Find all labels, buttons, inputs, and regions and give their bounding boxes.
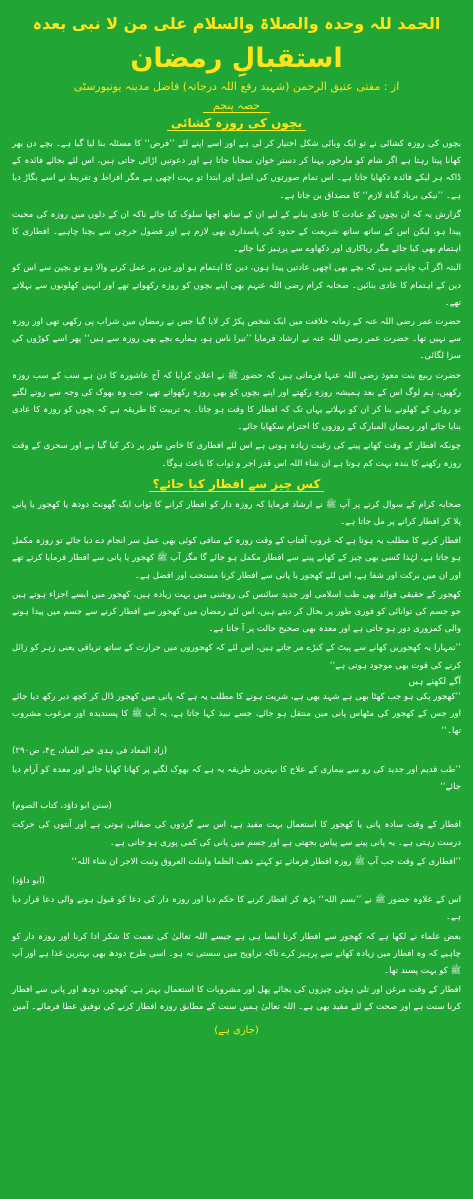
continue-label: (جاری ہے): [214, 1024, 259, 1036]
section-heading-text: بچوں کی روزہ کشائی: [167, 116, 306, 131]
top-heading: الحمد للہ وحدہ والصلاۃ والسلام علی من لا نبی بعدہ: [32, 14, 441, 33]
quote: ’’افطاری کے وقت جب آپ ﷺ روزہ افطار فرماتے تو کہتے ذھب الظما وابتلت العروق وثبت الاجر ان شاء اللہ‘‘: [71, 856, 461, 867]
paragraph: البتہ اگر آپ چاہتے ہیں کہ بچے بھی اچھی عادتیں پیدا ہوں، دین کا اہتمام ہو اور دین پر عمل کرنے والا ہو تو بچپن سے اس کو دین کے اہتمام کا عادی بنائیں۔ صحابہ کرام رضی اللہ عنہم بھی اپنے بچوں کو روزہ رکھواتے تھے اور انہیں کھلونوں سے بہلاتے تھے۔: [12, 263, 461, 308]
paragraph: حضرت عمر رضی اللہ عنہ کے زمانہ خلافت میں ایک شخص پکڑ کر لایا گیا جس نے رمضان میں شراب پی رکھی تھی اور روزہ سے نہیں تھا۔ حضرت عمر رضی اللہ عنہ نے ارشاد فرمایا ’’تیرا ناس ہو، ہمارے بچے بھی روزہ سے ہیں‘‘ پھر اسے کوڑوں کی سزا لگائی۔: [12, 317, 461, 362]
paragraph: افطار کے وقت مرغن اور تلی ہوئی چیزوں کی بجائے پھل اور مشروبات کا استعمال بہتر ہے، کھجور، دودھ اور پانی سے افطار کرنا سنت ہے اور صحت کے لئے مفید بھی ہے۔ اللہ تعالیٰ ہمیں سنت کے مطابق روزہ افطار کرنے کی توفیق عطا فرمائے۔ آمین: [12, 985, 461, 1013]
reference: (ابو داؤد): [12, 875, 45, 886]
paragraph: افطار کرنے کا مطلب یہ ہوتا ہے کہ غروب آفتاب کے وقت روزہ کے منافی کوئی بھی عمل سر انجام دے دیا جائے تو روزہ مکمل ہو جاتا ہے، لہٰذا کسی بھی چیز کے کھانے پینے سے افطار مکمل ہو جائے گا مگر آپ ﷺ کھجور یا پانی سے افطار فرمایا کرتے تھے اور ان میں برکت اور شفا ہے، اس لئے کھجور یا پانی سے افطار کرنا مستحب اور افضل ہے۔: [12, 536, 461, 581]
paragraph: صحابہ کرام کے سوال کرنے پر آپ ﷺ نے ارشاد فرمایا کہ روزہ دار کو افطار کرانے کا ثواب ایک گھونٹ دودھ یا کھجور یا پانی پلا کر افطار کرانے پر مل جاتا ہے۔: [12, 499, 461, 528]
paragraph: کھجور کے حقیقی فوائد بھی طب اسلامی اور جدید سائنس کی روشنی میں بہت زیادہ ہیں، کھجور میں ایسے اجزاء ہوتے ہیں جو جسم کی توانائی کو فوری طور پر بحال کر دیتے ہیں، اس لئے رمضان میں کھجور سے افطار کرنے سے جسم میں پیدا ہونے والی کمزوری دور ہو جاتی ہے اور معدہ بھی صحیح حالت پر آ جاتا ہے۔: [12, 589, 461, 635]
paragraph: بچوں کی روزہ کشائی نے تو ایک وبائی شکل اختیار کر لی ہے اور اسے اپنے لئے ’’فرض‘‘ کا مسئلہ بنا لیا گیا ہے۔ بچے دن بھر کھانا پیتا رہتا ہے اگر شام کو مارخور یہنا کر دستر خوان سجایا جاتا ہے اور دعوتیں اڑائی جاتی ہیں، اس لئے بجائے فائدہ کے ڈاکہ ہر لیکے فائدہ دکھایا جاتا ہے۔ اس تمام صورتوں کی اصل اور ابتدا تو بہت اچھی ہے مگر افراط و تفریط نے اسے بگاڑ دیا ہے۔ ’’نیکی برباد گناہ لازم‘‘ کا مصداق بن جاتا ہے۔: [12, 139, 461, 201]
quote: ’’طب قدیم اور جدید کی رو سے بیماری کے علاج کا بہترین طریقہ یہ ہے کہ بھوک لگنے پر کھانا کھایا جائے اور معدہ کو آرام دیا جائے‘‘: [12, 764, 461, 792]
paragraph: حضرت ربیع بنت معوذ رضی اللہ عنہا فرماتی ہیں کہ حضور ﷺ نے اعلان کرایا کہ آج عاشورہ کا دن ہے سب کے سب روزہ رکھیں، ہم لوگ اس کے بعد ہمیشہ روزہ رکھتے اور اپنے بچوں کو بھی روزہ رکھواتے تھے، جب وہ بھوک کی وجہ سے رونے لگتے تو روئی کے کھلونے بنا کر ان کو بہلاتے یہاں تک کہ افطار کا وقت ہو جاتا۔ یہ تربیت کا طریقہ ہے کہ بچوں کو روزہ کا عادی بنایا جائے اور رمضان المبارک کے روزوں کا احترام سکھایا جائے۔: [12, 370, 461, 433]
reference: (سنن ابو داؤد، کتاب الصوم): [12, 801, 112, 812]
paragraph: افطار کے وقت سادہ پانی یا کھجور کا استعمال بہت مفید ہے، اس سے گردوں کی صفائی ہوتی ہے اور آنتوں کی حرکت درست رہتی ہے۔ یہ پانی پینے سے پیاس بجھتی ہے اور جسم میں پانی کی کمی پوری ہو جاتی ہے۔: [12, 820, 461, 848]
section-heading-text: کس چیز سے افطار کیا جائے؟: [149, 477, 325, 492]
paragraph: گزارش یہ کہ ان بچوں کو عبادت کا عادی بنانے کے لیے ان کے ساتھ اچھا سلوک کیا جائے تاکہ ان کے دلوں میں روزہ کی محبت پیدا ہو، لیکن اس کے ساتھ ساتھ شریعت کے حدود کی پاسداری بھی لازم ہے اور فضول خرچی سے بچنا چاہیے۔ افطاری کا اہتمام بھی کیا جائے مگر ریاکاری اور دکھاوے سے پرہیز کیا جائے۔: [12, 209, 461, 255]
quote: ’’کھجور پکی ہو جب کھٹا بھی ہے شہد بھی ہے، شریت ہونے کا مطلب یہ ہے کہ پانی میں کھجور ڈال کر کچھ دیر رکھ دیا جائے اور جس کے کھجور کی مٹھاس پانی میں منتقل ہو جائے، جسے نبیذ کہا جاتا ہے، یہ آپ ﷺ کا پسندیدہ اور مرغوب مشروب تھا۔‘‘: [12, 691, 461, 737]
main-title: استقبالِ رمضان: [130, 43, 343, 74]
reference: (زاد المعاد فی ہدی خیر العباد، ج۴، ص۲۹۰): [12, 745, 168, 756]
part-label: [12, 99, 461, 112]
section-heading-children-fasting: [12, 116, 461, 130]
quote: ’’تمہارا یہ کھجوریں کھانے سے پیٹ کے کیڑے مر جاتے ہیں، اس لئے کہ کھجوروں میں حرارت کے ساتھ تریاقی یعنی زہر کو زائل کرنے کی قوت بھی موجود ہوتی ہے‘‘: [12, 643, 461, 671]
paragraph: بعض علماء نے لکھا ہے کہ کھجور سے افطار کرنا ایسا ہی ہے جیسے اللہ تعالیٰ کی نعمت کا شکر ادا کرنا اور روزہ دار کو چاہیے کہ وہ افطار میں زیادہ کھانے سے پرہیز کرے تاکہ تراویح میں سستی نہ ہو۔ اسی طرح دودھ بھی بہترین غذا ہے اور آپ ﷺ کو بہت پسند تھا۔: [12, 931, 461, 976]
section-heading-iftar-food: [12, 477, 461, 491]
part-label-text: حصہ پنجم: [203, 99, 270, 113]
sub-label: آگے لکھتے ہیں: [408, 676, 461, 687]
paragraph: اس کے علاوہ حضور ﷺ نے ’’بسم اللہ‘‘ پڑھ کر افطار کرنے کا حکم دیا اور روزہ دار کی دعا کو قبول ہونے والی دعا قرار دیا ہے۔: [12, 895, 461, 923]
paragraph: چونکہ افطار کے وقت کھانے پینے کی رغبت زیادہ ہوتی ہے اس لئے افطاری کا خاص طور پر ذکر کیا گیا ہے اور سحری کے وقت روزہ رکھنے کا بندہ بہت کم ہوتا ہے ان شاء اللہ اس قدر اجر و ثواب کا باعث ہوگا۔: [12, 441, 461, 469]
author-line: از : مفتی عتیق الرحمن (شہید رفع اللہ درجاتہ) فاضل مدینہ یونیورسٹی: [73, 80, 400, 93]
